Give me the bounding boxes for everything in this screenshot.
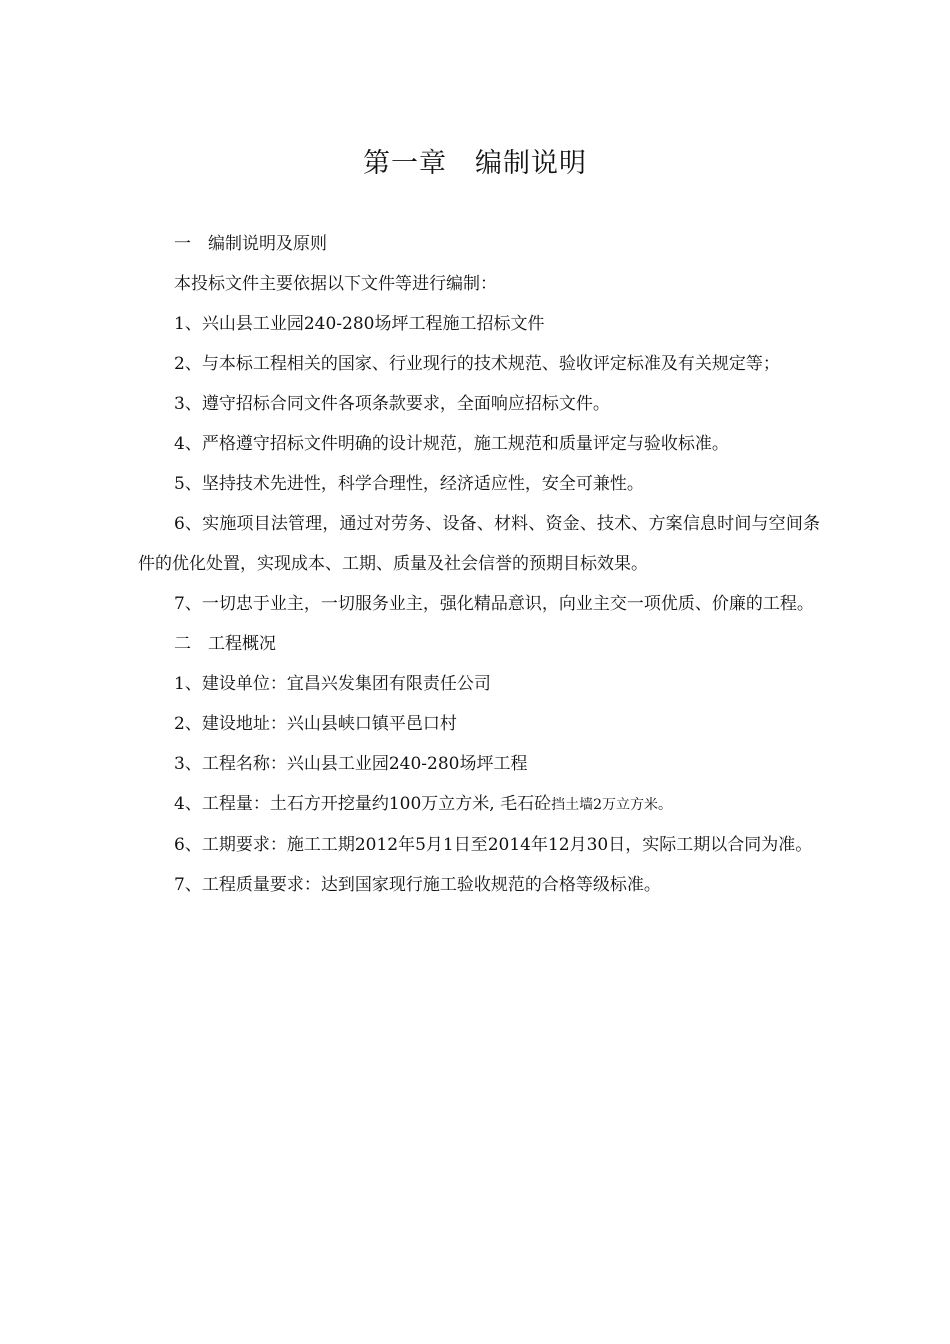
list-item: 2、与本标工程相关的国家、行业现行的技术规范、验收评定标准及有关规定等； [174,354,780,374]
section-heading-1: 一 编制说明及原则 [174,234,327,254]
quantity-text: 4、工程量：土石方开挖量约100万立方米, 毛石砼 [174,794,552,814]
chapter-title: 第一章 编制说明 [363,148,587,179]
list-item: 5、坚持技术先进性，科学合理性，经济适应性，安全可兼性。 [174,474,644,494]
list-item: 1、建设单位：宜昌兴发集团有限责任公司 [174,674,491,694]
intro-paragraph: 本投标文件主要依据以下文件等进行编制： [174,274,497,294]
list-item: 4、严格遵守招标文件明确的设计规范，施工规范和质量评定与验收标准。 [174,434,729,454]
list-item: 1、兴山县工业园240-280场坪工程施工招标文件 [174,314,545,334]
document-body [138,224,820,905]
list-item: 7、工程质量要求：达到国家现行施工验收规范的合格等级标准。 [174,875,661,895]
list-item: 6、实施项目法管理，通过对劳务、设备、材料、资金、技术、方案信息时间与空间条件的优化处置，实现成本、工期、质量及社会信誉的预期目标效果。 [138,514,820,574]
list-item: 6、工期要求：施工工期2012年5月1日至2014年12月30日，实际工期以合同为准。 [174,835,813,855]
list-item: 3、遵守招标合同文件各项条款要求，全面响应招标文件。 [174,394,610,414]
quantity-text-small: 挡土墙2万立方米。 [551,797,672,813]
list-item: 2、建设地址：兴山县峡口镇平邑口村 [174,714,457,734]
list-item: 3、工程名称：兴山县工业园240-280场坪工程 [174,754,528,774]
list-item [138,784,820,825]
list-item: 7、一切忠于业主，一切服务业主，强化精品意识，向业主交一项优质、价廉的工程。 [174,594,814,614]
section-heading-2: 二 工程概况 [174,634,276,654]
